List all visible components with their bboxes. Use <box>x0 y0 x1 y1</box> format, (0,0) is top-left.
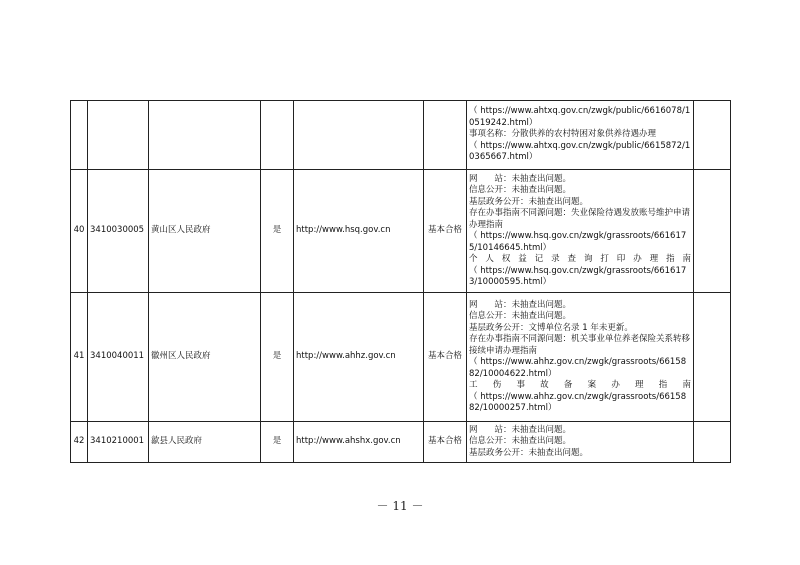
row-extra <box>694 293 731 422</box>
cell-name <box>149 101 261 170</box>
row-result: 基本合格 <box>424 293 467 422</box>
row-notes <box>467 422 694 463</box>
note-line: 基层政务公开：文博单位名录 1 年未更新。 <box>469 322 633 333</box>
note-line: （ https://www.ahhz.gov.cn/zwgk/grassroots/6615882/10004622.html） <box>469 357 687 379</box>
row-url: http://www.hsq.gov.cn <box>294 170 424 293</box>
table-row <box>71 293 731 422</box>
cell-code <box>88 101 149 170</box>
row-extra <box>694 170 731 293</box>
note-line: （ https://www.hsq.gov.cn/zwgk/grassroots/6616175/10146645.html） <box>469 231 687 253</box>
row-notes <box>467 293 694 422</box>
note-line: 基层政务公开：未抽查出问题。 <box>469 447 589 458</box>
row-extra <box>694 422 731 463</box>
note-line: 网 站：未抽查出问题。 <box>469 173 572 184</box>
cell-result <box>424 101 467 170</box>
table-row-continuation <box>71 101 731 170</box>
row-index: 40 <box>71 170 88 293</box>
page-number: － 11 － <box>376 499 424 513</box>
row-notes <box>467 170 694 293</box>
row-result: 基本合格 <box>424 170 467 293</box>
inspection-table <box>70 100 731 463</box>
table-row <box>71 422 731 463</box>
note-line: （ https://www.hsq.gov.cn/zwgk/grassroots/6616173/10000595.html） <box>469 265 687 287</box>
note-line: 网 站：未抽查出问题。 <box>469 424 572 435</box>
row-opened: 是 <box>261 293 294 422</box>
row-name: 黄山区人民政府 <box>149 170 261 293</box>
note-line: 网 站：未抽查出问题。 <box>469 299 572 310</box>
cell-idx <box>71 101 88 170</box>
row-index: 42 <box>71 422 88 463</box>
row-url: http://www.ahhz.gov.cn <box>294 293 424 422</box>
row-opened: 是 <box>261 170 294 293</box>
row-code: 3410210001 <box>88 422 149 463</box>
note-line: 存在办事指南不同源问题：失业保险待遇发放账号维护申请办理指南 <box>469 208 691 230</box>
note-line: 存在办事指南不同源问题：机关事业单位养老保险关系转移接续申请办理指南 <box>469 334 691 356</box>
note-line: 工伤事故备案办理指南 <box>469 380 691 390</box>
note-line: 信息公开：未抽查出问题。 <box>469 185 572 195</box>
cell-extra <box>694 101 731 170</box>
cell-notes <box>467 101 694 170</box>
row-code: 3410030005 <box>88 170 149 293</box>
row-index: 41 <box>71 293 88 422</box>
row-name: 徽州区人民政府 <box>149 293 261 422</box>
note-line: （ https://www.ahhz.gov.cn/zwgk/grassroots/6615882/10000257.html） <box>469 391 687 413</box>
row-name: 歙县人民政府 <box>149 422 261 463</box>
note-line: 基层政务公开：未抽查出问题。 <box>469 196 589 207</box>
note-line: 个人权益记录查询打印办理指南 <box>469 254 691 264</box>
cell-url <box>294 101 424 170</box>
note-line: （ https://www.ahtxq.gov.cn/zwgk/public/6616078/10519242.html） <box>469 106 691 128</box>
cell-opened <box>261 101 294 170</box>
row-code: 3410040011 <box>88 293 149 422</box>
note-line: 信息公开：未抽查出问题。 <box>469 436 572 447</box>
note-line: 事项名称：分散供养的农村特困对象供养待遇办理 <box>469 129 657 140</box>
note-line: （ https://www.ahtxq.gov.cn/zwgk/public/6615872/10365667.html） <box>469 140 691 163</box>
row-url: http://www.ahshx.gov.cn <box>294 422 424 463</box>
note-line: 信息公开：未抽查出问题。 <box>469 311 572 321</box>
row-opened: 是 <box>261 422 294 463</box>
table-row <box>71 170 731 293</box>
row-result: 基本合格 <box>424 422 467 463</box>
